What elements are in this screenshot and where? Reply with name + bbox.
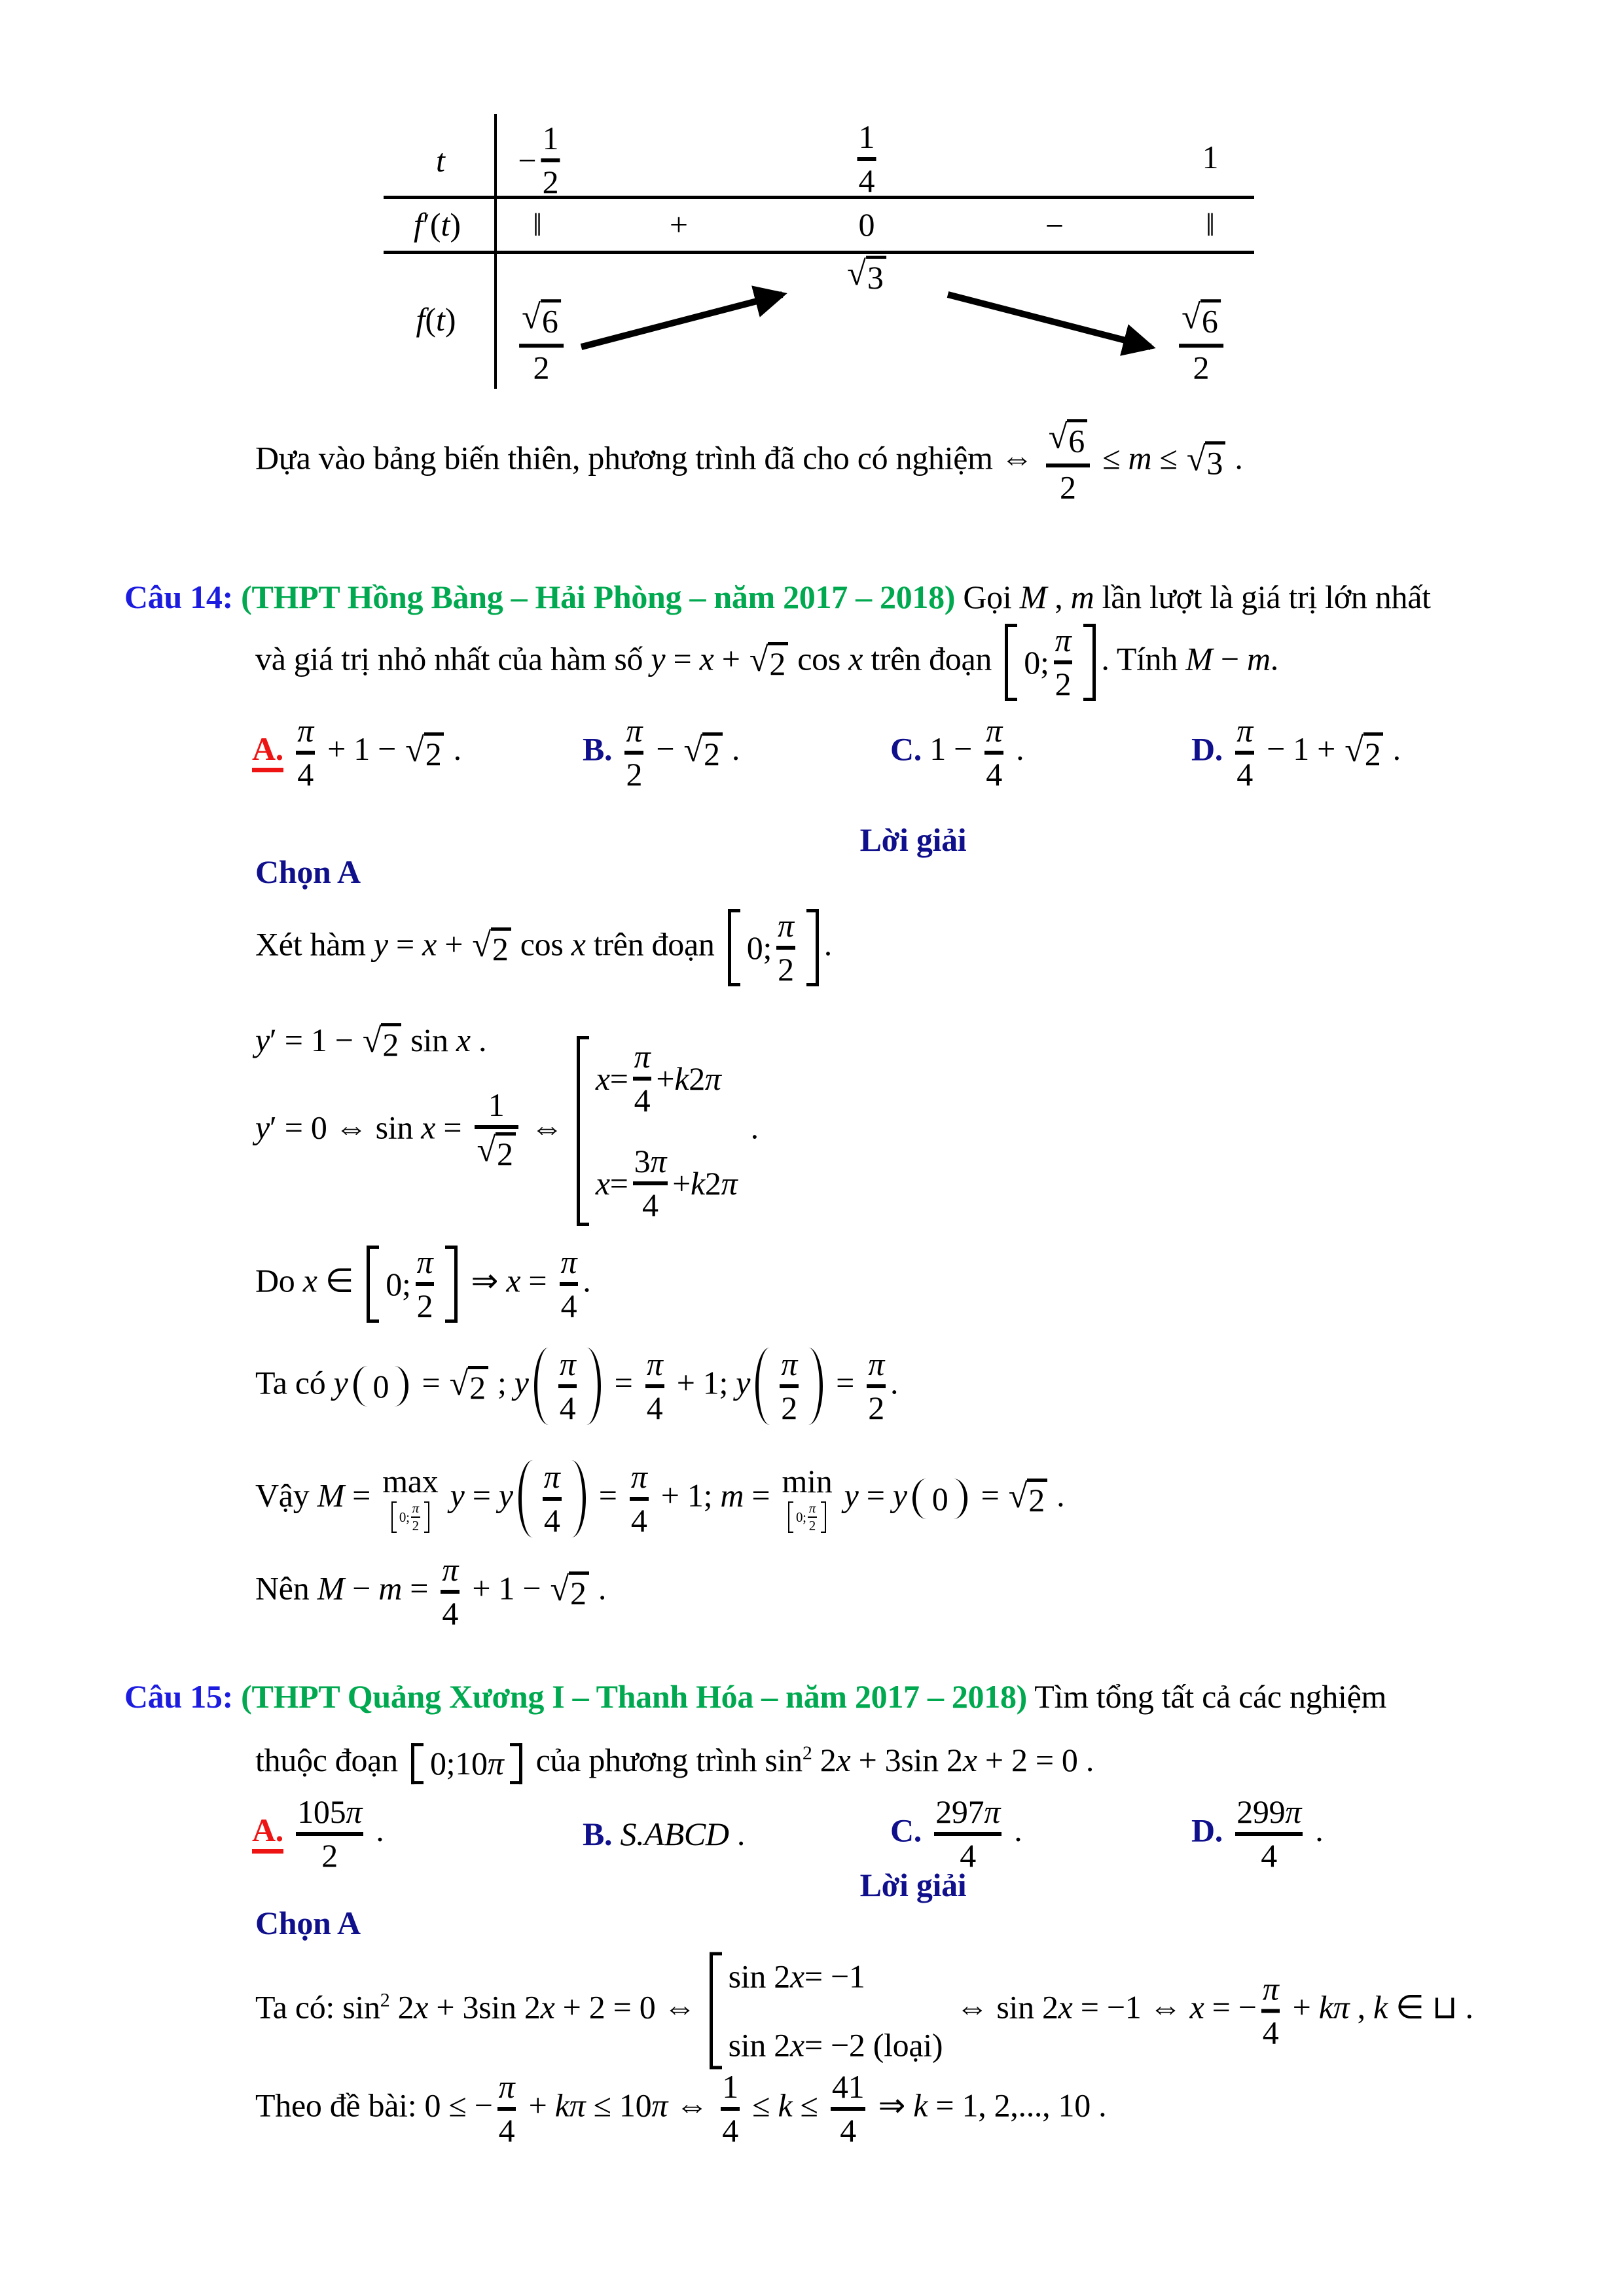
q14-choice: Chọn A (255, 853, 361, 890)
q14-step-5: Ta có y 0 = √ 2 ; y π 4 = π 4 + 1; y π 2 = π 2 . (255, 1346, 899, 1426)
q14-heading-line2: và giá trị nhỏ nhất của hàm số y = x + √ 2 cos x trên đoạn 0; π 2 . Tính M − m. (255, 622, 1278, 702)
q14-step-6: Vậy M = max 0; $\frac{\pi}{2}$ y = y π 4 = π 4 + 1; m = min 0; $\frac{\pi}{2}$ y = y 0 = √ 2 . (255, 1458, 1065, 1539)
q15-source: (THPT Quảng Xương I – Thanh Hóa – năm 2017 – 2018) (241, 1677, 1027, 1715)
q15-solution-header: Lời giải (859, 1866, 967, 1903)
q15-step-1: Ta có: $\sin^2 2x + 3\sin$ 2x + 2 = 0 ⇔ sin 2 x = −1 sin 2 x = −2 (loại) ⇔ sin 2x = −1 ⇔ x = − π 4 + kπ , k ∈ ⊔ . (255, 1952, 1473, 2070)
conclusion-line: Dựa vào bảng biến thiên, phương trình đã cho có nghiệm ⇔ √ 6 2 ≤ m ≤ √ 3 . (255, 418, 1243, 505)
q14-option-c-value: 1 − π 4 . (929, 712, 1024, 793)
table-fprime-label: f ′( t ) (413, 206, 461, 243)
q14-option-c (890, 714, 1024, 791)
q15-step-2: Theo đề bài: 0 ≤ − π 4 + kπ ≤ 10π ⇔ 1 4 ≤ k ≤ 41 4 ⇒ k = 1, 2,..., 10 . (255, 2068, 1107, 2149)
q15-option-c-letter: C. (890, 1812, 922, 1849)
q15-option-a-value: 105 π 2 . (297, 1793, 384, 1874)
q14-step-7: Nên M − m = π 4 + 1 − √ 2 . (255, 1551, 607, 1632)
table-fprime-bar-right: ‖ (1205, 206, 1216, 243)
q15-heading-text: Tìm tổng tất cả các nghiệm (1027, 1677, 1387, 1715)
q14-step-4: Do x ∈ 0; π 2 ⇒ x = π 4 . (255, 1244, 591, 1324)
q14-source: (THPT Hồng Bàng – Hải Phòng – năm 2017 – 2018) (241, 578, 956, 615)
table-fprime-zero: 0 (858, 206, 875, 243)
q15-option-c-value: 297 π 4 . (935, 1793, 1022, 1874)
q15-option-d-letter: D. (1191, 1812, 1223, 1849)
q14-solution-header: Lời giải (859, 821, 967, 858)
table-t-left: − 1 2 (518, 120, 559, 200)
table-t-right: 1 (1202, 139, 1219, 175)
q15-number: Câu 15: (124, 1677, 233, 1715)
q14-number: Câu 14: (124, 578, 233, 615)
q14-heading (124, 577, 1431, 618)
q15-heading (124, 1676, 1386, 1717)
table-fprime-bar-left: ‖ (532, 206, 543, 243)
q15-option-a-letter: A. (252, 1812, 283, 1854)
q14-step-2: y′ = 1 − √ 2 sin x . (255, 1022, 487, 1064)
table-t-mid: 1 4 (858, 118, 875, 199)
table-f-start: √ 6 2 (514, 299, 568, 384)
q14-option-d (1191, 714, 1401, 791)
q14-option-a-letter: A. (252, 730, 283, 772)
q14-option-a (252, 714, 461, 791)
q14-heading-text: Gọi M , m lần lượt là giá trị lớn nhất (955, 578, 1431, 615)
q15-option-c (890, 1795, 1022, 1873)
table-f-end: √ 6 2 (1174, 299, 1228, 384)
q15-option-b-value: S.ABCD . (620, 1815, 746, 1852)
q15-choice: Chọn A (255, 1904, 361, 1941)
q15-option-a (252, 1795, 384, 1873)
variation-table (353, 98, 1270, 452)
q14-option-a-value: π 4 + 1 − √ 2 . (297, 712, 461, 793)
table-f-label: f ( t ) (416, 301, 456, 338)
q14-step-3: y′ = 0 ⇔ sin x = 1 √ 2 ⇔ x = π 4 + k 2 π x = 3 π 4 + k 2 π . (255, 1036, 759, 1226)
q15-heading-line2: thuộc đoạn 0;10 π của phương trình $\sin^2 2x + 3\sin$ 2x + 2 = 0 . (255, 1740, 1094, 1784)
q15-option-d (1191, 1795, 1323, 1873)
table-fprime-plus: + (669, 206, 689, 243)
arrow-up (581, 295, 782, 347)
q15-option-d-value: 299 π 4 . (1236, 1793, 1324, 1874)
arrow-down (948, 295, 1151, 347)
q14-option-b-letter: B. (583, 730, 613, 768)
table-f-peak: √ 3 (846, 256, 888, 297)
q14-option-d-value: π 4 − 1 + √ 2 . (1236, 712, 1401, 793)
q14-option-b (583, 714, 740, 791)
q14-step-1: Xét hàm y = x + √ 2 cos x trên đoạn 0; π 2 . (255, 907, 832, 988)
monotonicity-arrows (353, 98, 1270, 452)
q14-option-b-value: π 2 − √ 2 . (626, 712, 740, 793)
q14-option-c-letter: C. (890, 730, 922, 768)
table-horizontal-rule-2 (384, 251, 1254, 254)
table-horizontal-rule-1 (384, 196, 1254, 199)
q14-option-d-letter: D. (1191, 730, 1223, 768)
table-t-label: t (436, 142, 445, 179)
table-fprime-minus: − (1045, 207, 1064, 244)
q15-option-b-letter: B. (583, 1815, 613, 1852)
q15-option-b (583, 1814, 745, 1855)
